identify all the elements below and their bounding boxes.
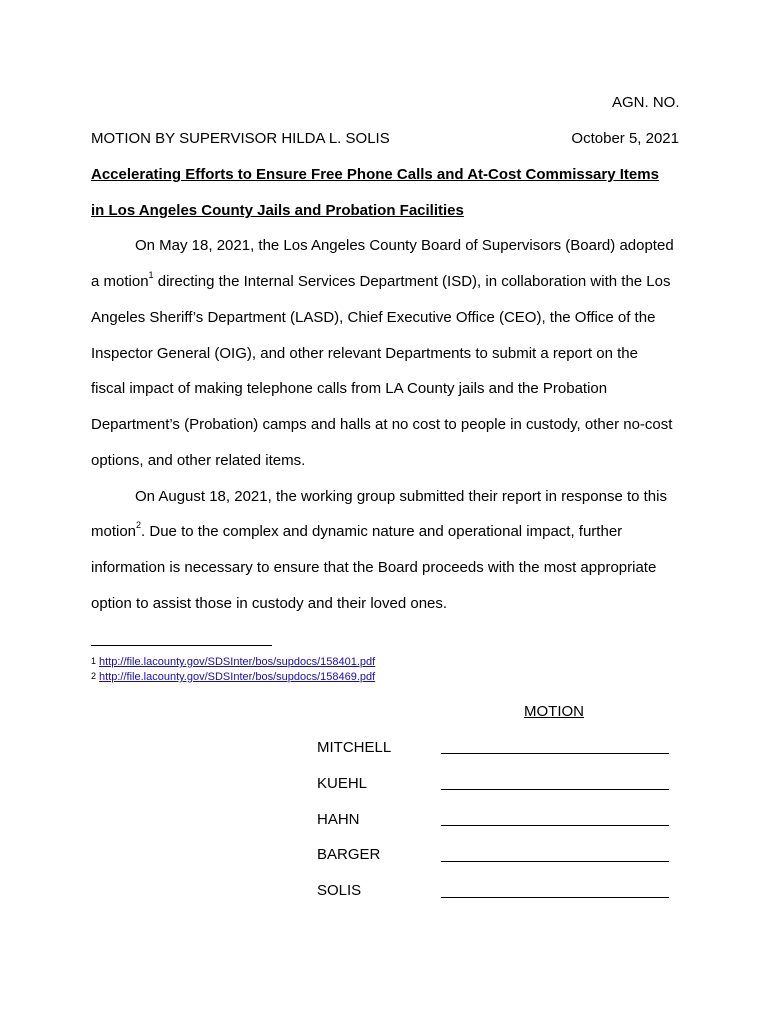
motion-date: October 5, 2021 <box>571 130 679 147</box>
motion-title-line-1: Accelerating Efforts to Ensure Free Phone Calls and At-Cost Commissary Items <box>91 166 659 183</box>
paragraph-2-text: . Due to the complex and dynamic nature and operational impact, further <box>141 523 623 540</box>
vote-name-solis: SOLIS <box>317 882 362 899</box>
vote-name-mitchell: MITCHELL <box>317 739 392 756</box>
footnote-link-2[interactable]: http://file.lacounty.gov/SDSInter/bos/supdocs/158469.pdf <box>99 671 376 683</box>
vote-signature-line <box>441 825 669 826</box>
footnote-ref-2: 2 <box>136 520 142 530</box>
paragraph-1-line-5: fiscal impact of making telephone calls from LA County jails and the Probation <box>91 380 608 397</box>
paragraph-1-line-2 <box>91 270 671 290</box>
paragraph-1-line-4: Inspector General (OIG), and other relevant Departments to submit a report on the <box>91 345 638 362</box>
vote-signature-line <box>441 753 669 754</box>
motion-author: MOTION BY SUPERVISOR HILDA L. SOLIS <box>91 130 390 147</box>
paragraph-1-line-7: options, and other related items. <box>91 452 306 469</box>
vote-name-barger: BARGER <box>317 846 381 863</box>
paragraph-2-line-2 <box>91 520 623 540</box>
footnote-2 <box>91 671 375 683</box>
motion-title-line-2: in Los Angeles County Jails and Probation Facilities <box>91 202 464 219</box>
footnote-number: 1 <box>91 656 97 666</box>
paragraph-1-text: directing the Internal Services Department (ISD), in collaboration with the Los <box>153 273 671 290</box>
paragraph-2-text: motion <box>91 523 137 540</box>
footnote-link-1[interactable]: http://file.lacounty.gov/SDSInter/bos/supdocs/158401.pdf <box>99 656 376 668</box>
agenda-number-label: AGN. NO. <box>612 94 680 111</box>
paragraph-2-line-4: option to assist those in custody and their loved ones. <box>91 595 448 612</box>
vote-name-hahn: HAHN <box>317 811 360 828</box>
paragraph-2-line-3: information is necessary to ensure that the Board proceeds with the most appropriate <box>91 559 657 576</box>
vote-heading: MOTION <box>524 703 584 720</box>
footnote-separator <box>91 645 272 646</box>
vote-signature-line <box>441 861 669 862</box>
vote-name-kuehl: KUEHL <box>317 775 368 792</box>
paragraph-1-line-3: Angeles Sheriff’s Department (LASD), Chief Executive Office (CEO), the Office of the <box>91 309 656 326</box>
paragraph-2-line-1: On August 18, 2021, the working group submitted their report in response to this <box>135 488 667 505</box>
footnote-ref-1: 1 <box>148 270 154 280</box>
vote-signature-line <box>441 789 669 790</box>
paragraph-1-line-6: Department’s (Probation) camps and halls at no cost to people in custody, other no-cost <box>91 416 673 433</box>
vote-signature-line <box>441 897 669 898</box>
footnote-number: 2 <box>91 671 97 681</box>
footnote-1 <box>91 656 375 668</box>
paragraph-1-line-1: On May 18, 2021, the Los Angeles County Board of Supervisors (Board) adopted <box>135 237 674 254</box>
paragraph-1-text: a motion <box>91 273 149 290</box>
